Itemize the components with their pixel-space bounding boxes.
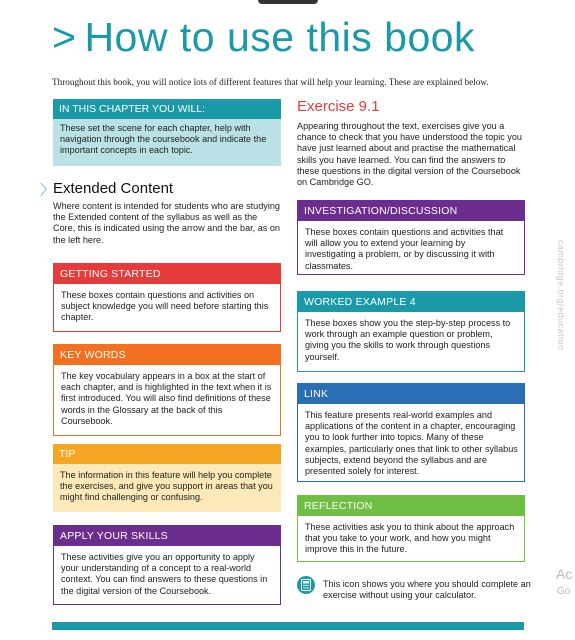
title-chevron-icon: > <box>52 14 77 60</box>
page-title <box>52 14 475 61</box>
worked-example-body: These boxes show you the step-by-step process to work through an example question or problem, giving you the skills to work through questions yourself. <box>305 318 511 362</box>
exercise-body: Appearing throughout the text, exercises give you a chance to check that you have understood the topic you have just learned about and practise the mathematical skills you have learned. You can find the answers to these questions in the digital version of the Coursebook on Cambridge GO. <box>297 121 522 188</box>
chapter-box-header: IN THIS CHAPTER YOU WILL: <box>53 99 281 119</box>
key-words-box <box>53 344 281 436</box>
reflection-box <box>297 495 525 562</box>
getting-started-header: GETTING STARTED <box>54 264 280 284</box>
worked-example-box <box>297 291 525 372</box>
getting-started-box <box>53 263 281 332</box>
reflection-body: These activities ask you to think about the approach that you take to your work, and how you might improve this in the future. <box>305 522 515 555</box>
page-title-text: How to use this book <box>84 14 476 60</box>
side-watermark: cambridge.org/education <box>556 240 566 351</box>
exercise-title: Exercise 9.1 <box>297 98 380 115</box>
chapter-box-body: These set the scene for each chapter, help with navigation through the coursebook and indicate the important concepts in each topic. <box>60 123 267 156</box>
no-calculator-icon <box>297 576 315 594</box>
reflection-header: REFLECTION <box>298 496 524 516</box>
key-words-body: The key vocabulary appears in a box at the start of each chapter, and is highlighted in the text when it is first introduced. You will also find definitions of these words in the Glossary at the back of this Coursebook. <box>61 371 272 426</box>
activate-windows-line2: Go <box>557 586 571 597</box>
intro-text: Throughout this book, you will notice lots of different features that will help your learning. These are explained below. <box>52 77 489 87</box>
link-header: LINK <box>298 384 524 404</box>
activate-windows-line1: Ac <box>556 566 573 582</box>
extended-body: Where content is intended for students who are studying the Extended content of the syllabus as well as the Core, this is indicated using the arrow and the bar, as on the left here. <box>53 201 280 245</box>
extended-title: Extended Content <box>53 180 174 197</box>
bottom-bar <box>52 622 524 630</box>
link-body: This feature presents real-world examples and applications of the content in a chapter, encouraging you to look further into topics. Many of these examples, particularly ones that link to other syllabus subjects, extend beyond the syllabus and are presented solely for interest. <box>305 410 518 477</box>
apply-skills-header: APPLY YOUR SKILLS <box>54 526 280 546</box>
getting-started-body: These boxes contain questions and activities on subject knowledge you will need before starting this chapter. <box>61 290 269 323</box>
worked-example-header: WORKED EXAMPLE 4 <box>298 292 524 312</box>
apply-skills-box <box>53 525 281 605</box>
key-words-header: KEY WORDS <box>54 345 280 365</box>
tip-header: TIP <box>53 444 281 464</box>
chapter-box <box>53 99 281 166</box>
camera-notch <box>258 0 318 4</box>
calculator-text: This icon shows you where you should complete an exercise without using your calculator. <box>323 579 531 601</box>
investigation-box <box>297 200 525 275</box>
extended-arrow-icon: 〉 <box>40 182 54 198</box>
apply-skills-body: These activities give you an opportunity to apply your understanding of a concept to a real-world context. You can find answers to these questions in the digital version of the Coursebook. <box>61 552 268 596</box>
link-box <box>297 383 525 482</box>
investigation-header: INVESTIGATION/DISCUSSION <box>298 201 524 221</box>
investigation-body: These boxes contain questions and activities that will allow you to extend your learning by investigating a problem, or by discussing it with classmates. <box>305 227 504 271</box>
tip-body: The information in this feature will help you complete the exercises, and give you support in areas that you might find challenging or confusing. <box>60 470 273 503</box>
tip-box <box>53 444 281 512</box>
